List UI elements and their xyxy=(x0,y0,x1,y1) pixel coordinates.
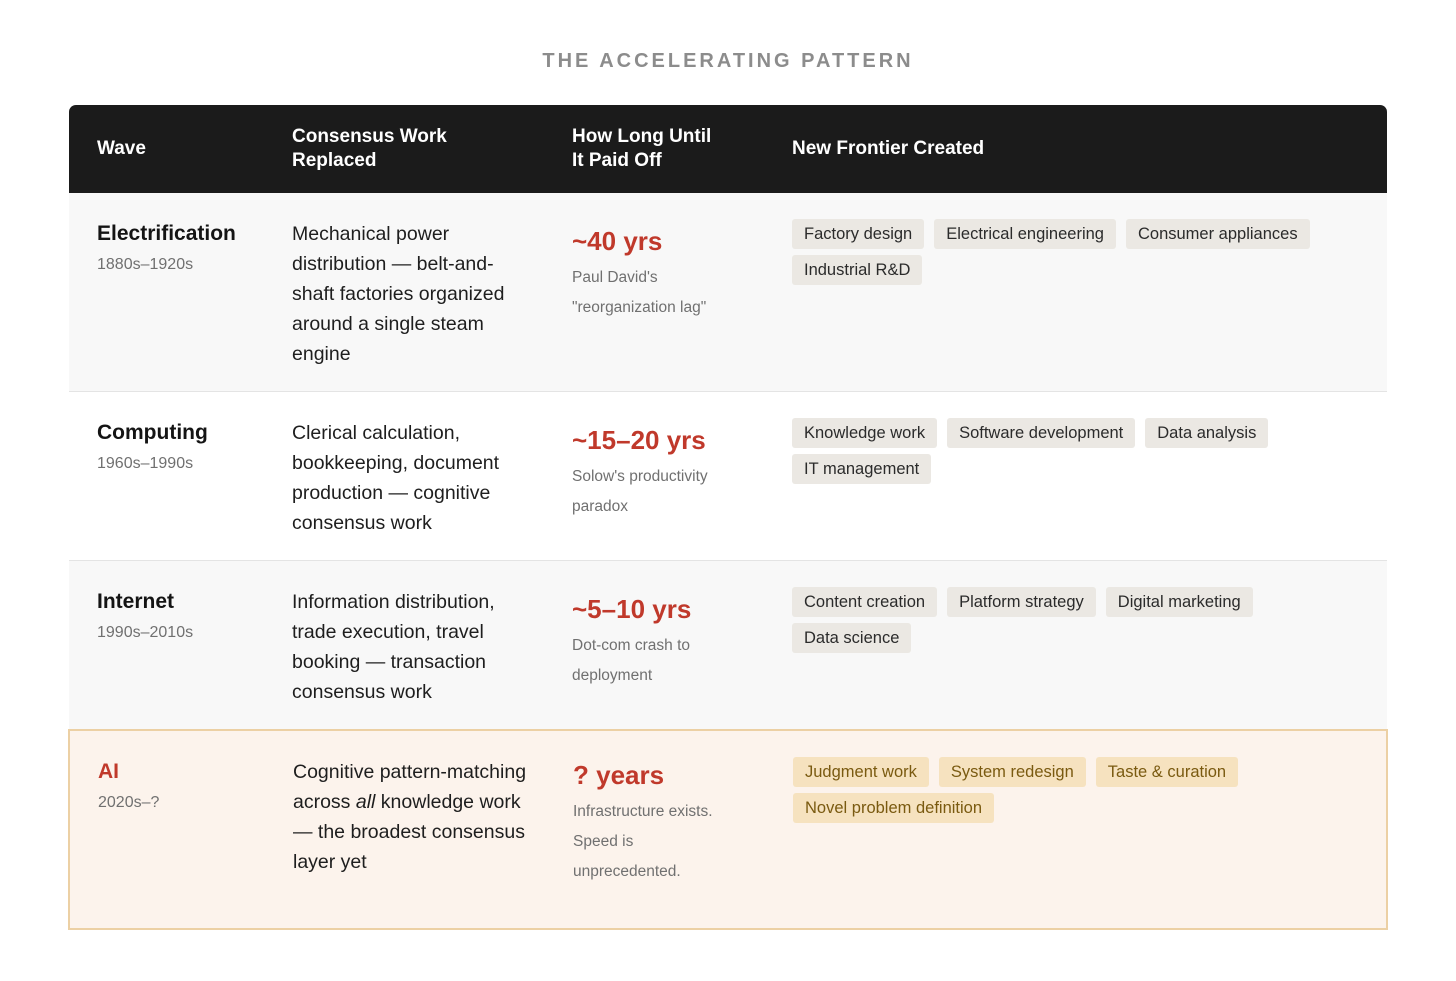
frontier-tag: Judgment work xyxy=(793,757,929,787)
frontier-tags xyxy=(792,587,1352,653)
frontier-tags xyxy=(793,757,1353,823)
frontier-tags xyxy=(792,418,1352,484)
frontier-tag: Platform strategy xyxy=(947,587,1096,617)
consensus-work-replaced: Clerical calculation, bookkeeping, document production — cognitive consensus work xyxy=(292,422,500,534)
frontier-tags xyxy=(792,219,1352,285)
replaced-text-start: Cognitive pattern-matching across xyxy=(293,761,527,813)
header-replaced: Consensus Work Replaced xyxy=(292,126,447,171)
payoff-note: Solow's productivity paradox xyxy=(572,468,708,515)
frontier-tag: Taste & curation xyxy=(1096,757,1238,787)
payoff-duration: ~40 yrs xyxy=(572,226,663,256)
wave-name: Electrification xyxy=(97,222,236,245)
payoff-note: Dot-com crash to deployment xyxy=(572,637,691,684)
header-payoff: How Long Until It Paid Off xyxy=(572,126,712,171)
wave-name: Internet xyxy=(97,590,175,613)
wave-name: AI xyxy=(98,760,119,783)
header-frontier: New Frontier Created xyxy=(792,138,985,159)
payoff-note: Paul David's "reorganization lag" xyxy=(572,269,707,316)
wave-years: 2020s–? xyxy=(98,794,160,811)
table-header xyxy=(69,105,1387,193)
wave-years: 1990s–2010s xyxy=(97,624,194,641)
frontier-tag: System redesign xyxy=(939,757,1086,787)
frontier-tag: Industrial R&D xyxy=(792,255,922,285)
payoff-duration: ~15–20 yrs xyxy=(572,425,706,455)
wave-years: 1880s–1920s xyxy=(97,256,194,273)
wave-years: 1960s–1990s xyxy=(97,455,194,472)
frontier-tag: Consumer appliances xyxy=(1126,219,1310,249)
table-row-electrification xyxy=(69,193,1387,391)
frontier-tag: Content creation xyxy=(792,587,937,617)
wave-name: Computing xyxy=(97,421,208,444)
frontier-tag: Data analysis xyxy=(1145,418,1268,448)
replaced-emphasis: all xyxy=(355,791,376,813)
replaced-text-end: knowledge work — the broadest consensus layer yet xyxy=(293,791,525,873)
consensus-work-replaced: Mechanical power distribution — belt-and-shaft factories organized around a single steam engine xyxy=(292,223,505,365)
chart-title: THE ACCELERATING PATTERN xyxy=(542,50,914,72)
consensus-work-replaced xyxy=(293,757,528,877)
frontier-tag: Electrical engineering xyxy=(934,219,1116,249)
table-row-ai xyxy=(68,729,1388,930)
table-row-internet xyxy=(69,560,1387,729)
payoff-duration: ? years xyxy=(573,760,665,790)
frontier-tag: Software development xyxy=(947,418,1135,448)
table-row-computing xyxy=(69,391,1387,560)
frontier-tag: Knowledge work xyxy=(792,418,937,448)
header-wave: Wave xyxy=(97,138,146,159)
frontier-tag: Digital marketing xyxy=(1106,587,1253,617)
frontier-tag: IT management xyxy=(792,454,931,484)
payoff-note: Infrastructure exists. Speed is unprecedented. xyxy=(573,803,713,880)
frontier-tag: Factory design xyxy=(792,219,924,249)
comparison-table xyxy=(69,105,1387,930)
payoff-duration: ~5–10 yrs xyxy=(572,594,692,624)
frontier-tag: Data science xyxy=(792,623,911,653)
frontier-tag: Novel problem definition xyxy=(793,793,994,823)
consensus-work-replaced: Information distribution, trade execution, travel booking — transaction consensus work xyxy=(292,591,495,703)
